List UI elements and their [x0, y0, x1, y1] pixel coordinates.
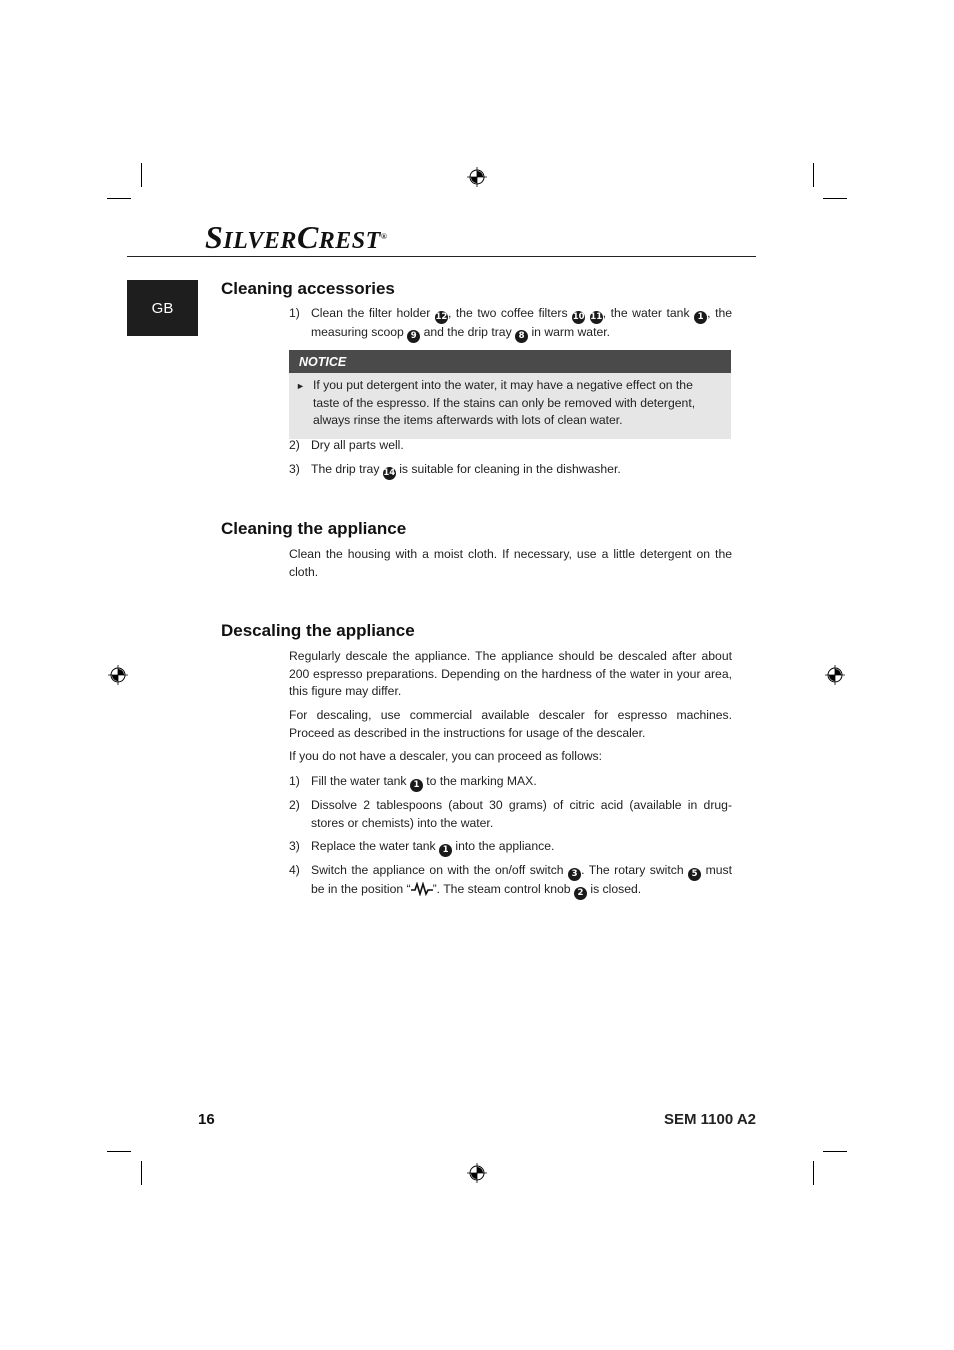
part-number-badge: 8 — [515, 330, 528, 343]
crop-mark — [107, 1151, 131, 1152]
list-item — [289, 862, 732, 900]
text-run: must be in the position “ — [311, 863, 732, 896]
part-number-badge: 2 — [574, 887, 587, 900]
steam-wave-icon — [411, 882, 433, 896]
text-run: Fill the water tank — [311, 774, 410, 788]
list-item — [289, 797, 732, 832]
registration-mark-icon — [108, 665, 128, 685]
list-item — [289, 838, 732, 857]
crop-mark — [141, 163, 142, 187]
header-rule — [127, 256, 756, 257]
text-run: . The rotary switch — [581, 863, 689, 877]
step-number: 3) — [289, 839, 300, 853]
logo-letters: REST — [318, 228, 381, 254]
part-number-badge: 12 — [435, 312, 448, 322]
section-title-descaling: Descaling the appliance — [221, 621, 415, 640]
text-run: into the appliance. — [452, 839, 555, 853]
paragraph: If you do not have a descaler, you can proceed as follows: — [289, 749, 603, 763]
notice-heading: NOTICE — [289, 350, 731, 373]
step-number: 2) — [289, 438, 300, 452]
brand-logo — [205, 219, 388, 256]
part-number-badge: 1 — [410, 779, 423, 792]
text-run: to the marking MAX. — [422, 774, 537, 788]
list-item — [289, 305, 732, 343]
step-number: 2) — [289, 798, 300, 812]
part-number-badge: 3 — [568, 868, 581, 881]
section-title-cleaning-appliance: Cleaning the appliance — [221, 519, 407, 538]
registered-mark: ® — [380, 232, 388, 241]
step-text — [311, 838, 732, 857]
part-number-badge: 1 — [439, 844, 452, 857]
text-run: is suitable for cleaning in the dishwasher. — [395, 462, 621, 476]
crop-mark — [813, 163, 814, 187]
text-run: Switch the appliance on with the on/off switch — [311, 863, 569, 877]
text-run: Replace the water tank — [311, 839, 440, 853]
text-run: ”. The steam control knob — [432, 882, 574, 896]
list-item — [289, 461, 732, 480]
step-text — [311, 305, 732, 343]
notice-body — [289, 373, 731, 439]
list-item — [289, 437, 732, 455]
list-item — [289, 773, 732, 792]
text-run: , the water tank — [602, 306, 695, 320]
logo-letter: C — [296, 219, 319, 255]
logo-letters: ILVER — [223, 228, 297, 254]
crop-mark — [823, 198, 847, 199]
registration-mark-icon — [467, 1163, 487, 1183]
registration-mark-icon — [825, 665, 845, 685]
registration-mark-icon — [467, 167, 487, 187]
text-run: Clean the filter holder — [311, 306, 435, 320]
language-tab-label: GB — [151, 299, 174, 317]
crop-mark — [823, 1151, 847, 1152]
step-number: 4) — [289, 863, 300, 877]
section-title-cleaning-accessories: Cleaning accessories — [221, 279, 395, 298]
step-text: Dry all parts well. — [311, 438, 404, 452]
paragraph: Regularly descale the appliance. The appliance should be descaled after about 200 espresso preparations. Depending on the hardness of the water in your area, this figure may differ. — [289, 649, 732, 698]
part-number-badge: 1 — [694, 311, 707, 324]
language-tab — [127, 280, 198, 336]
step-text — [311, 862, 732, 900]
logo-letter: S — [205, 219, 224, 255]
crop-mark — [813, 1161, 814, 1185]
paragraph: For descaling, use commercial available descaler for espresso machines. Proceed as described in the instructions for usage of the descaler. — [289, 708, 732, 740]
page-number: 16 — [198, 1111, 215, 1128]
step-number: 1) — [289, 774, 300, 788]
step-text — [311, 773, 732, 792]
text-run: in warm water. — [528, 325, 611, 339]
notice-text: If you put detergent into the water, it may have a negative effect on the taste of the espresso. If the stains can only be removed with detergent, always rinse the items afterwards with lots of clean water. — [313, 378, 696, 427]
part-number-badge: 9 — [407, 330, 420, 343]
part-number-badge: 11 — [590, 312, 603, 322]
step-text — [311, 461, 732, 480]
text-run: is closed. — [586, 882, 642, 896]
step-text: Dissolve 2 tablespoons (about 30 grams) of citric acid (available in drug-stores or chemists) into the water. — [311, 798, 732, 830]
text-run: , the measuring scoop — [311, 306, 733, 339]
bullet-arrow-icon: ► — [296, 381, 305, 391]
text-run: and the drip tray — [420, 325, 516, 339]
part-number-badge: 10 — [572, 312, 585, 322]
text-run: The drip tray — [311, 462, 383, 476]
crop-mark — [141, 1161, 142, 1185]
paragraph: Clean the housing with a moist cloth. If necessary, use a little detergent on the cloth. — [289, 547, 732, 579]
step-number: 3) — [289, 462, 300, 476]
part-number-badge: 14 — [383, 468, 396, 478]
model-number: SEM 1100 A2 — [664, 1111, 756, 1128]
crop-mark — [107, 198, 131, 199]
step-number: 1) — [289, 306, 300, 320]
text-run: , the two coffee filters — [447, 306, 573, 320]
part-number-badge: 5 — [688, 868, 701, 881]
notice-box — [289, 350, 731, 439]
